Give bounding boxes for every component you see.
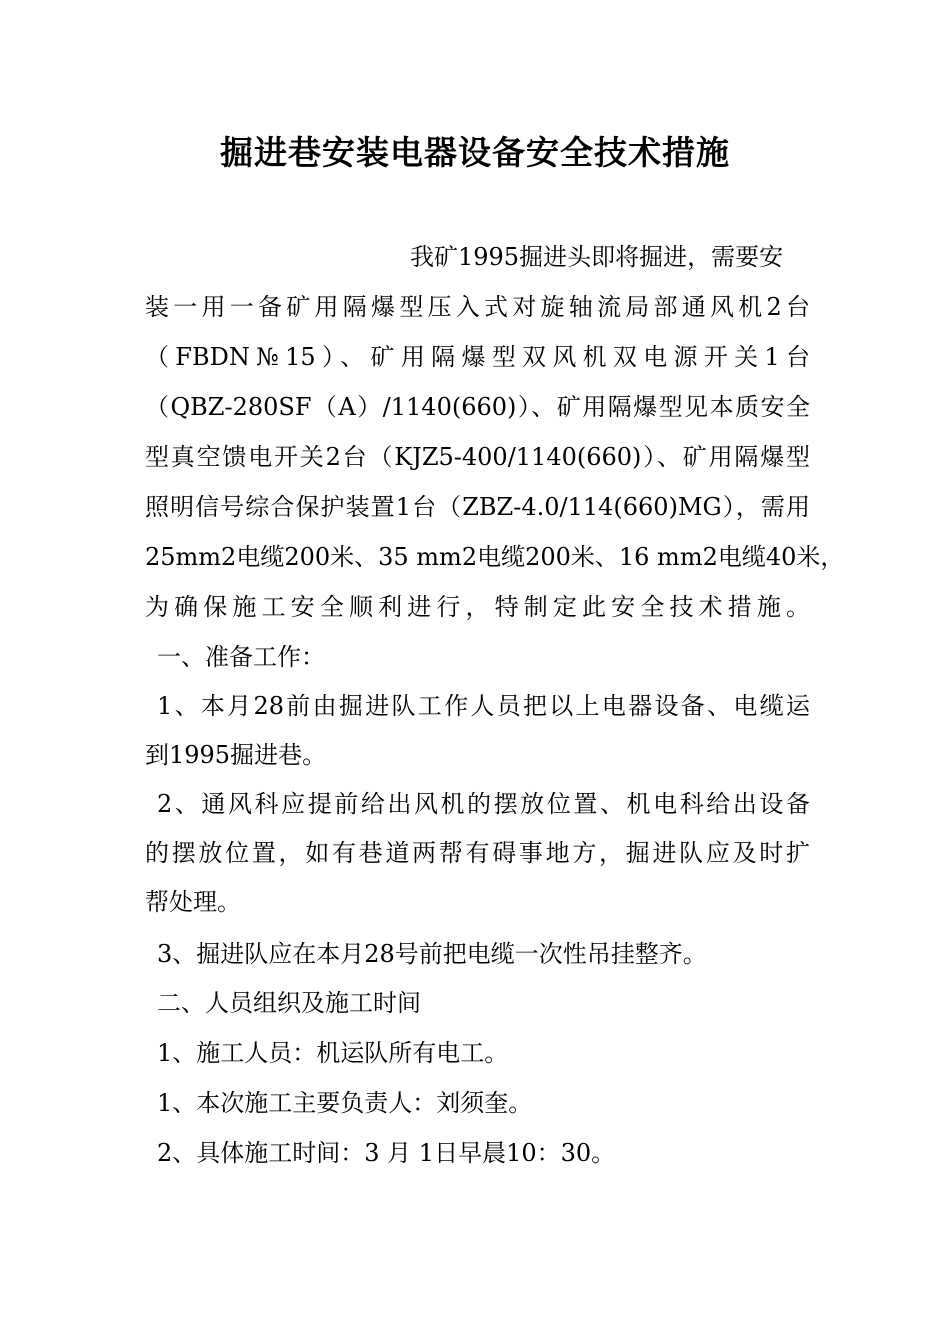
section-1-heading: 一、准备工作：	[157, 643, 325, 671]
intro-line-5: 型真空馈电开关2台（KJZ5-400/1140(660)）、矿用隔爆型	[145, 443, 810, 471]
section-2-item-1: 1、施工人员：机运队所有电工。	[157, 1039, 509, 1067]
intro-line-3: （FBDN№15）、矿用隔爆型双风机双电源开关1台	[145, 343, 810, 371]
intro-line-2: 装一用一备矿用隔爆型压入式对旋轴流局部通风机2台	[145, 293, 810, 321]
section-2-item-2: 1、本次施工主要负责人：刘须奎。	[157, 1089, 533, 1117]
intro-line-7: 25mm2电缆200米、35 mm2电缆200米、16 mm2电缆40米，	[145, 543, 845, 571]
section-1-item-1-line-2: 到1995掘进巷。	[145, 741, 327, 769]
section-1-item-2-line-2: 的摆放位置，如有巷道两帮有碍事地方，掘进队应及时扩	[145, 839, 810, 867]
section-2-item-3: 2、具体施工时间：3 月 1日早晨10：30。	[157, 1139, 616, 1167]
intro-line-1: 我矿1995掘进头即将掘进，需要安	[410, 243, 784, 271]
section-1-item-2-line-3: 帮处理。	[145, 888, 241, 916]
document-title: 掘进巷安装电器设备安全技术措施	[220, 133, 730, 172]
section-1-item-1-line-1: 1、本月28前由掘进队工作人员把以上电器设备、电缆运	[157, 692, 810, 720]
section-1-item-2-line-1: 2、通风科应提前给出风机的摆放位置、机电科给出设备	[157, 790, 810, 818]
section-2-heading: 二、人员组织及施工时间	[157, 989, 421, 1017]
section-1-item-3: 3、掘进队应在本月28号前把电缆一次性吊挂整齐。	[157, 940, 707, 968]
intro-line-6: 照明信号综合保护装置1台（ZBZ-4.0/114(660)MG），需用	[145, 493, 810, 521]
intro-line-8: 为确保施工安全顺利进行，特制定此安全技术措施。	[145, 593, 810, 621]
intro-line-4: （QBZ-280SF（A）/1140(660)）、矿用隔爆型见本质安全	[145, 393, 810, 421]
